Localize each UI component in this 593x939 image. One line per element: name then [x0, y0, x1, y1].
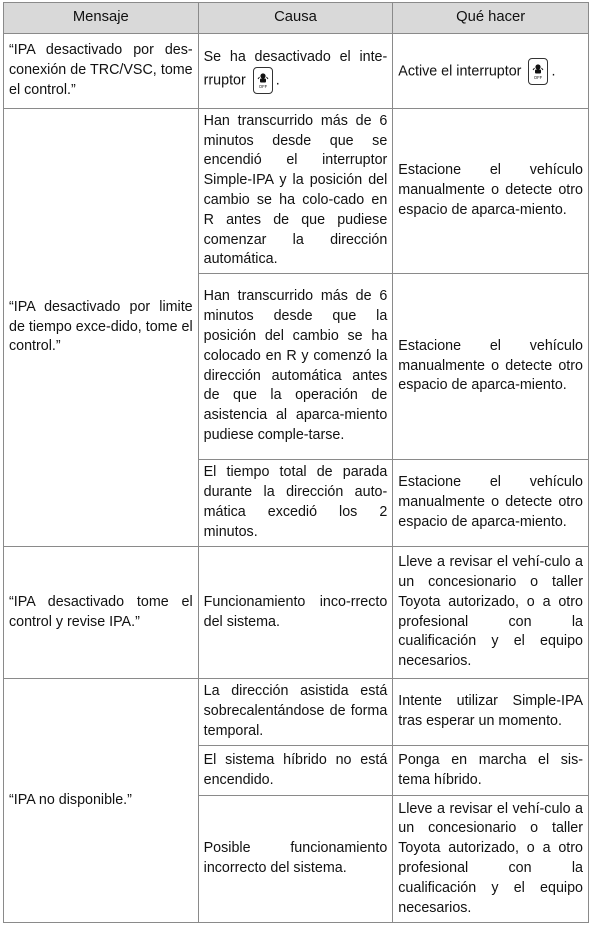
- action-cell: Estacione el vehículo manualmente o detecte otro espacio de aparca-miento.: [393, 460, 589, 547]
- cause-cell: Funcionamiento inco-rrecto del sistema.: [198, 547, 393, 679]
- cause-text-end: .: [275, 72, 280, 89]
- action-cell: Estacione el vehículo manualmente o detecte otro espacio de aparca-miento.: [393, 109, 589, 274]
- cause-cell: [198, 34, 393, 109]
- cause-cell: Han transcurrido más de 6 minutos desde que se encendió el interruptor Simple-IPA y la posición del cambio se ha colo-cado en R antes de que pudiese comenzar la dirección automática.: [198, 109, 393, 274]
- action-text: Active el interruptor: [398, 62, 522, 79]
- cause-cell: Posible funcionamiento incorrecto del sistema.: [198, 796, 393, 923]
- table-row: [4, 547, 589, 679]
- action-cell: [393, 34, 589, 109]
- header-row: [4, 3, 589, 34]
- header-que-hacer: Qué hacer: [393, 3, 589, 34]
- table-row: [4, 34, 589, 109]
- svg-text:OFF: OFF: [258, 84, 267, 90]
- header-mensaje: Mensaje: [4, 3, 199, 34]
- action-cell: Intente utilizar Simple-IPA tras esperar un momento.: [393, 679, 589, 746]
- action-text-end: .: [551, 62, 556, 79]
- simple-ipa-off-switch-icon: [253, 67, 273, 94]
- ipa-message-table: [3, 2, 589, 923]
- action-cell: Ponga en marcha el sis-tema híbrido.: [393, 746, 589, 796]
- header-causa: Causa: [198, 3, 393, 34]
- table-row: [4, 109, 589, 274]
- action-cell: Estacione el vehículo manualmente o detecte otro espacio de aparca-miento.: [393, 274, 589, 460]
- cause-cell: El sistema híbrido no está encendido.: [198, 746, 393, 796]
- action-cell: Lleve a revisar el vehí-culo a un concesionario o taller Toyota autorizado, o a otro profesional con la cualificación y el equipo necesarios.: [393, 547, 589, 679]
- message-cell: “IPA desactivado por des-conexión de TRC/VSC, tome el control.”: [4, 34, 199, 109]
- message-cell: “IPA no disponible.”: [4, 679, 199, 923]
- cause-text: Se ha desactivado el inte-rruptor: [203, 48, 388, 89]
- cause-cell: La dirección asistida está sobrecalentándose de forma temporal.: [198, 679, 393, 746]
- svg-text:OFF: OFF: [534, 74, 543, 80]
- action-cell: Lleve a revisar el vehí-culo a un concesionario o taller Toyota autorizado, o a otro profesional con la cualificación y el equipo necesarios.: [393, 796, 589, 923]
- table-row: [4, 679, 589, 746]
- message-cell: “IPA desactivado por limite de tiempo exce-dido, tome el control.”: [4, 109, 199, 547]
- message-cell: “IPA desactivado tome el control y revise IPA.”: [4, 547, 199, 679]
- cause-cell: Han transcurrido más de 6 minutos desde que la posición del cambio se ha colocado en R y comenzó la dirección automática antes de que la operación de asistencia al aparca-miento pudiese comple-tarse.: [198, 274, 393, 460]
- simple-ipa-off-switch-icon: [528, 58, 548, 85]
- cause-cell: El tiempo total de parada durante la dirección auto-mática excedió los 2 minutos.: [198, 460, 393, 547]
